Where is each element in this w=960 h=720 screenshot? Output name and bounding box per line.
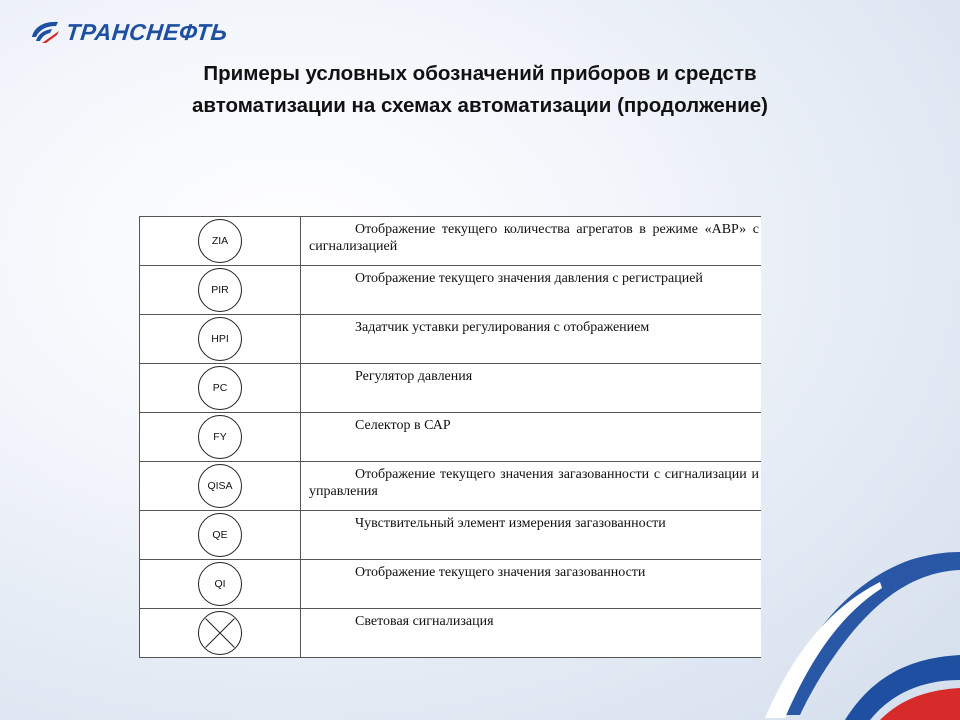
instrument-symbol-fy: FY <box>198 415 242 459</box>
instrument-symbol-qi: QI <box>198 562 242 606</box>
corner-swoosh-decoration <box>730 530 960 720</box>
description-cell <box>301 266 761 314</box>
symbols-table <box>139 216 761 658</box>
description-cell <box>301 413 761 461</box>
table-row <box>139 462 761 511</box>
symbol-cell <box>139 217 301 265</box>
description-text: Отображение текущего значения загазованности <box>355 565 646 580</box>
description-cell <box>301 609 761 657</box>
page-title-line-1: Примеры условных обозначений приборов и средств <box>203 62 757 85</box>
light-signal-symbol <box>198 611 242 655</box>
description-text: Световая сигнализация <box>355 614 494 629</box>
instrument-symbol-pir: PIR <box>198 268 242 312</box>
instrument-symbol-qe: QE <box>198 513 242 557</box>
instrument-symbol-zia: ZIA <box>198 219 242 263</box>
table-row <box>139 364 761 413</box>
symbol-cell <box>139 560 301 608</box>
table-row <box>139 560 761 609</box>
page-title <box>80 58 880 122</box>
transneft-logo-icon <box>28 17 62 47</box>
description-text: Отображение текущего значения давления с регистрацией <box>355 271 703 286</box>
symbol-cell <box>139 364 301 412</box>
description-cell <box>301 217 761 265</box>
description-cell <box>301 560 761 608</box>
brand-logo <box>28 16 228 48</box>
page-title-line-2: автоматизации на схемах автоматизации (продолжение) <box>192 94 768 117</box>
symbol-cell <box>139 266 301 314</box>
description-cell <box>301 315 761 363</box>
table-row <box>139 315 761 364</box>
description-text: Отображение текущего значения загазованности с сигнализации и управления <box>309 467 759 499</box>
table-row <box>139 511 761 560</box>
symbol-cell <box>139 511 301 559</box>
table-row <box>139 609 761 658</box>
instrument-symbol-pc: PC <box>198 366 242 410</box>
description-text: Чувствительный элемент измерения загазованности <box>355 516 666 531</box>
description-cell <box>301 462 761 510</box>
symbol-cell <box>139 315 301 363</box>
description-cell <box>301 364 761 412</box>
instrument-symbol-qisa: QISA <box>198 464 242 508</box>
description-text: Задатчик уставки регулирования с отображением <box>355 320 650 335</box>
description-text: Регулятор давления <box>355 369 473 384</box>
table-row <box>139 266 761 315</box>
symbol-cell <box>139 413 301 461</box>
description-text: Селектор в САР <box>355 418 451 433</box>
description-text: Отображение текущего количества агрегатов в режиме «АВР» с сигнализацией <box>309 222 759 254</box>
description-cell <box>301 511 761 559</box>
brand-name: ТРАНСНЕФТЬ <box>64 18 229 45</box>
symbol-cell <box>139 462 301 510</box>
table-row <box>139 413 761 462</box>
symbol-cell <box>139 609 301 657</box>
instrument-symbol-hpi: HPI <box>198 317 242 361</box>
table-row <box>139 217 761 266</box>
cross-circle-icon <box>199 612 241 654</box>
